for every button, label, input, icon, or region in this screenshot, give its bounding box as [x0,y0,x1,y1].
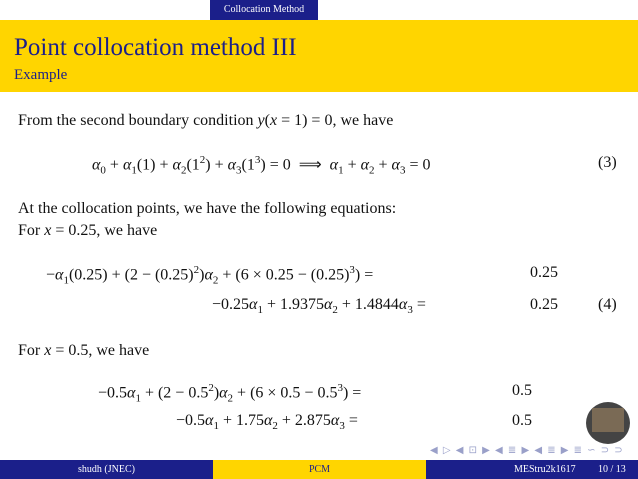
equation-4-line-2: $-0.25\alpha_1 + 1.9375\alpha_2 + 1.4844\alpha_3$ = [212,296,426,317]
top-navigation-bar [0,0,638,20]
footer-bar [0,460,638,479]
footer-right [426,460,638,479]
logo-emblem-icon [592,408,624,432]
footer-author: shudh (JNEC) [0,460,213,479]
equation-4-line-1: $-\alpha_1(0.25) + (2 - (0.25)^2)\alpha_2 + (6 \times 0.25 - (0.25)^3)$ = [46,264,374,287]
beamer-navigation-symbols[interactable]: ◀ ▷ ◀ ⊡ ▶ ◀ ≣ ▶ ◀ ≣ ▶ ≣ ∽ ⊃ ⊃ [430,445,624,456]
slide-title: Point collocation method III [14,34,297,61]
footer-page-number: 10 / 13 [598,464,626,475]
for-x-05-text: For x = 0.5, we have [18,342,150,359]
equation-5-line-2: $-0.5\alpha_1 + 1.75\alpha_2 + 2.875\alpha_3$ = [176,412,358,433]
equation-5-line-2-rhs: 0.5 [512,412,532,429]
for-x-025-text: For x = 0.25, we have [18,222,158,239]
equation-4-line-1-rhs: 0.25 [530,264,558,281]
footer-id: MEStru2k1617 [514,464,576,475]
equation-4-number: (4) [598,296,617,313]
equation-4-line-2-rhs: 0.25 [530,296,558,313]
equation-5-line-1: $-0.5\alpha_1 + (2 - 0.5^2)\alpha_2 + (6 \times 0.5 - 0.5^3)$ = [98,382,362,405]
equation-5-line-1-rhs: 0.5 [512,382,532,399]
equation-3-number: (3) [598,154,617,171]
equation-3: $\alpha_0 + \alpha_1(1) + \alpha_2(1^2) + \alpha_3(1^3) = 0$ ⟹ $\alpha_1 + \alpha_2 + \alpha_3 = 0$ [92,154,431,177]
institute-logo [586,402,630,444]
footer-short-title: PCM [213,460,426,479]
frame-title-bar [0,20,638,92]
collocation-points-text: At the collocation points, we have the following equations: [18,200,397,217]
section-label[interactable]: Collocation Method [210,0,318,20]
slide-subtitle: Example [14,67,68,83]
boundary-condition-text: From the second boundary condition y(x = 1) = 0, we have [18,112,394,129]
